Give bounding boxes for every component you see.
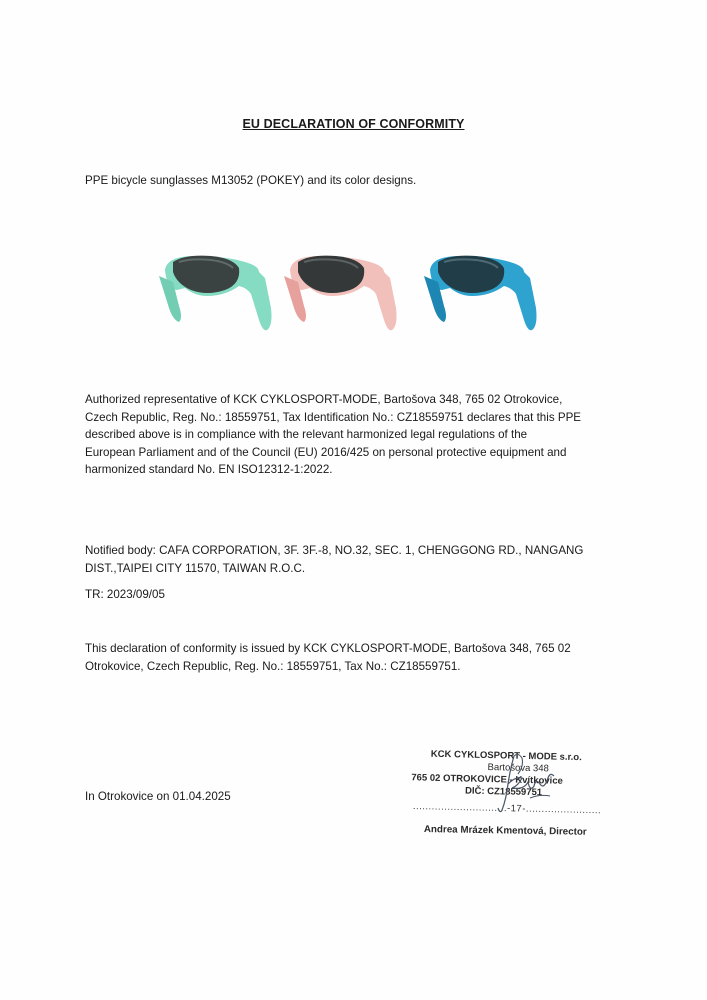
- paragraph-line: Czech Republic, Reg. No.: 18559751, Tax Identification No.: CZ18559751 declares that this PPE: [85, 410, 582, 424]
- tr-date: TR: 2023/09/05: [85, 588, 165, 601]
- notified-body-paragraph: [85, 542, 625, 577]
- issued-by-paragraph: [85, 640, 625, 675]
- stamp-line: 765 02 OTROKOVICE - Kvítkovice: [411, 772, 563, 787]
- stamp-line: DIČ: CZ18559751: [464, 785, 543, 799]
- paragraph-line: This declaration of conformity is issued by KCK CYKLOSPORT-MODE, Bartošova 348, 765 02: [85, 642, 571, 655]
- signer-name: Andrea Mrázek Kmentová, Director: [423, 824, 587, 838]
- paragraph-line: described above is in compliance with the relevant harmonized legal regulations of the: [85, 428, 528, 441]
- place-and-date: In Otrokovice on 01.04.2025: [85, 790, 231, 803]
- document-title: EU DECLARATION OF CONFORMITY: [242, 117, 465, 131]
- paragraph-line: DIST.,TAIPEI CITY 11570, TAIWAN R.O.C.: [85, 561, 306, 575]
- blue-sunglasses-image: [420, 248, 545, 338]
- signature-line: ..............................-17-........................: [412, 801, 602, 817]
- mint-green-sunglasses-image: [155, 248, 280, 338]
- paragraph-line: European Parliament and of the Council (EU) 2016/425 on personal protective equipment and: [85, 445, 567, 459]
- paragraph-line: Notified body: CAFA CORPORATION, 3F. 3F.-8, NO.32, SEC. 1, CHENGGONG RD., NANGANG: [85, 544, 584, 557]
- paragraph-line: Authorized representative of KCK CYKLOSPORT-MODE, Bartošova 348, 765 02 Otrokovice,: [85, 393, 563, 406]
- intro-text: PPE bicycle sunglasses M13052 (POKEY) and its color designs.: [85, 174, 417, 187]
- handwritten-signature: [488, 748, 578, 818]
- stamp-line: KCK CYKLOSPORT - MODE s.r.o.: [430, 748, 582, 764]
- paragraph-line: Otrokovice, Czech Republic, Reg. No.: 18559751, Tax No.: CZ18559751.: [85, 659, 461, 673]
- pink-sunglasses-image: [280, 248, 405, 338]
- stamp-line: Bartošova 348: [487, 762, 549, 775]
- authorization-paragraph: [85, 391, 625, 479]
- paragraph-line: harmonized standard No. EN ISO12312-1:2022.: [85, 463, 333, 476]
